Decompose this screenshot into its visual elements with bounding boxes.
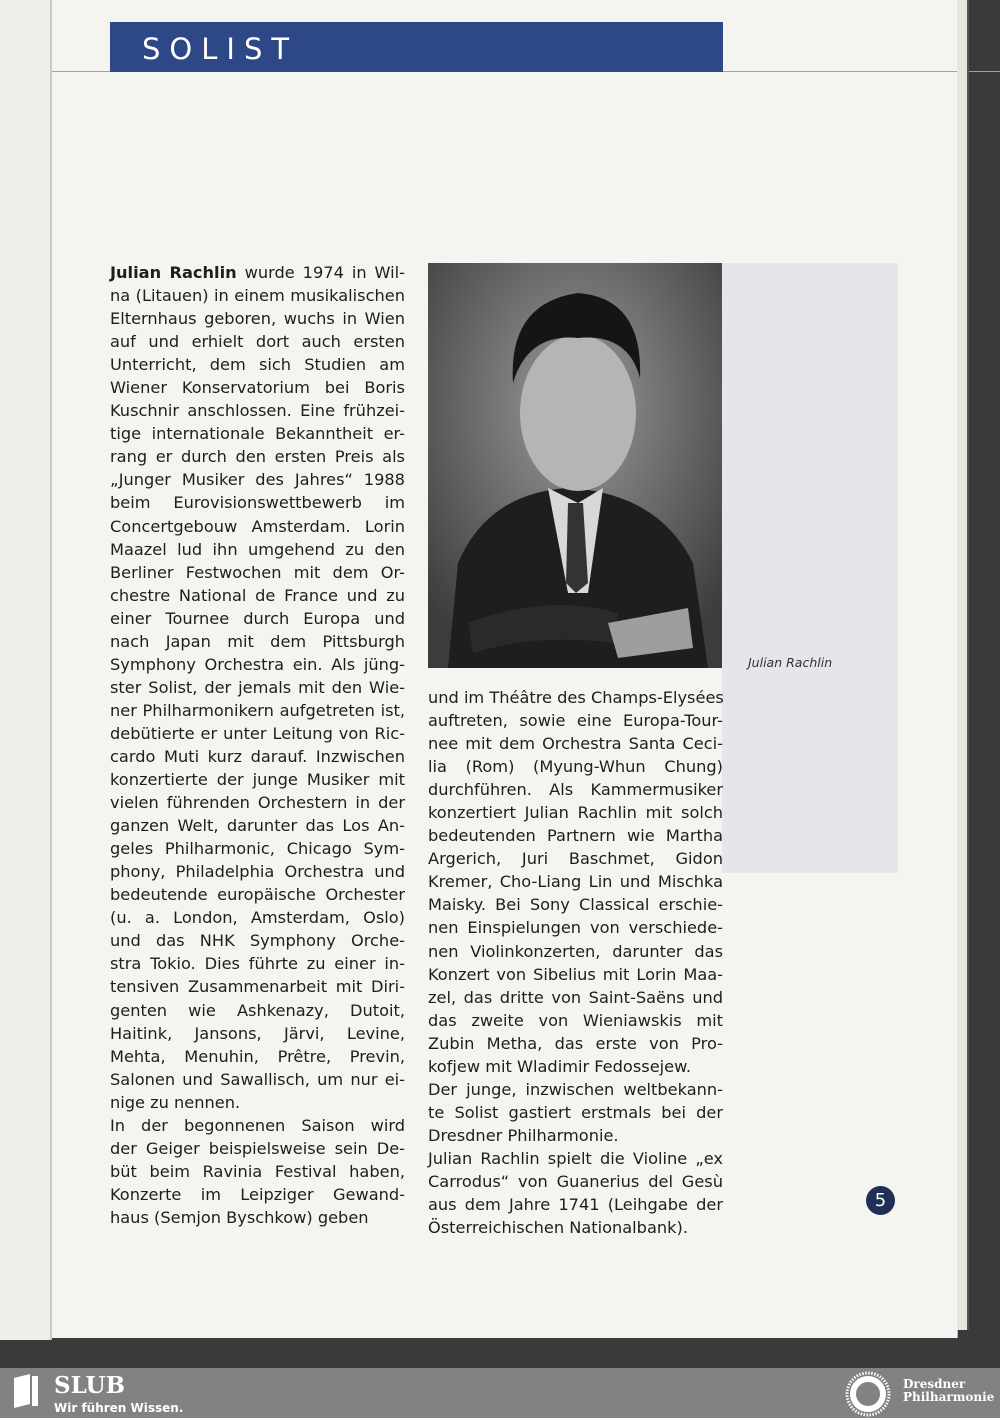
text-line — [110, 952, 405, 975]
right-column-text — [428, 686, 723, 1239]
text-line-content: In der begonnenen Saison wird — [110, 1115, 405, 1135]
portrait-photo — [428, 263, 722, 668]
text-line — [110, 1137, 405, 1160]
left-column-text — [110, 261, 405, 1229]
text-line — [110, 1091, 405, 1114]
text-line — [110, 1045, 405, 1068]
text-line — [110, 975, 405, 998]
text-line — [110, 422, 405, 445]
text-line-content: büt beim Ravinia Festival haben, — [110, 1161, 405, 1181]
text-line — [110, 307, 405, 330]
text-line-content: Wiener Konservatorium bei Boris — [110, 378, 405, 398]
text-line-content: lia (Rom) (Myung-Whun Chung) — [428, 757, 723, 777]
text-line-content: der Geiger beispielsweise sein De- — [110, 1138, 405, 1158]
text-line-content: nee mit dem Orchestra Santa Ceci- — [428, 734, 723, 754]
text-line — [110, 491, 405, 514]
text-line-content: auf und erhielt dort auch ersten — [110, 332, 405, 352]
text-line — [428, 1032, 723, 1055]
text-line — [428, 686, 723, 709]
page-number: 5 — [866, 1186, 895, 1215]
text-line — [110, 999, 405, 1022]
text-line-content: Konzert von Sibelius mit Lorin Maa- — [428, 964, 723, 984]
text-line — [110, 561, 405, 584]
library-logo[interactable]: SLUB — [54, 1372, 126, 1399]
text-line-content: Berliner Festwochen mit dem Or- — [110, 562, 405, 582]
text-line-content: kofjew mit Wladimir Fedossejew. — [428, 1056, 692, 1076]
text-line-content: Elternhaus geboren, wuchs in Wien — [110, 309, 405, 329]
text-line-content: vielen führenden Orchestern in der — [110, 793, 405, 813]
text-line-content: debütierte er unter Leitung von Ric- — [110, 723, 405, 743]
text-line — [428, 778, 723, 801]
text-line-content: chestre National de France und zu — [110, 585, 405, 605]
text-line-content: (u. a. London, Amsterdam, Oslo) — [110, 908, 405, 928]
text-line — [110, 929, 405, 952]
section-header — [110, 22, 723, 72]
text-line — [110, 768, 405, 791]
text-line-content: Unterricht, dem sich Studien am — [110, 355, 405, 375]
text-line — [428, 709, 723, 732]
text-line-content: zel, das dritte von Saint-Saëns und — [428, 987, 723, 1007]
partner-name-line1: Dresdner — [903, 1377, 966, 1391]
text-line — [110, 745, 405, 768]
text-line — [428, 824, 723, 847]
text-line-content: Dresdner Philharmonie. — [428, 1125, 619, 1145]
text-line — [110, 445, 405, 468]
text-line — [110, 515, 405, 538]
text-line-content: na (Litauen) in einem musikalischen — [110, 286, 405, 306]
text-line-content: nach Japan mit dem Pittsburgh — [110, 631, 405, 651]
text-line-content: wurde 1974 in Wil- — [244, 263, 406, 282]
text-line-content: ner Philharmonikern aufgetreten ist, — [110, 700, 405, 720]
text-line-content: Konzerte im Leipziger Gewand- — [110, 1184, 405, 1204]
text-line — [428, 1147, 723, 1170]
lead-name: Julian Rachlin — [110, 263, 237, 282]
text-line — [428, 801, 723, 824]
text-line-content: „Junger Musiker des Jahres“ 1988 — [110, 470, 405, 490]
text-line — [110, 722, 405, 745]
text-line — [110, 791, 405, 814]
text-line-content: Concertgebouw Amsterdam. Lorin — [110, 516, 405, 536]
text-line — [110, 630, 405, 653]
text-line-content: Maazel lud ihn umgehend zu den — [110, 539, 405, 559]
library-tagline: Wir führen Wissen. — [54, 1401, 184, 1415]
text-line — [428, 1101, 723, 1124]
text-line-content: ster Solist, der jemals mit den Wie- — [110, 677, 405, 697]
text-line — [110, 1206, 405, 1229]
text-line-content: cardo Muti kurz darauf. Inzwischen — [110, 746, 405, 766]
section-title: SOLIST — [142, 32, 299, 66]
text-line-content: bedeutenden Partnern wie Martha — [428, 826, 723, 846]
text-line — [428, 870, 723, 893]
text-line — [110, 399, 405, 422]
text-line-content: und im Théâtre des Champs-Elysées — [428, 688, 724, 707]
text-line-content: tige internationale Bekanntheit er- — [110, 424, 405, 444]
text-line — [428, 940, 723, 963]
text-line — [428, 847, 723, 870]
text-line — [110, 353, 405, 376]
text-line-content: haus (Semjon Byschkow) geben — [110, 1207, 369, 1227]
text-line-content: Kuschnir anschlossen. Eine frühzei- — [110, 401, 405, 421]
text-line-content: stra Tokio. Dies führte zu einer in- — [110, 954, 405, 974]
text-line-content: Haitink, Jansons, Järvi, Levine, — [110, 1023, 405, 1043]
text-line-content: nen Einspielungen von verschiede- — [428, 918, 723, 938]
text-line-content: te Solist gastiert erstmals bei der — [428, 1102, 723, 1122]
text-line — [428, 1009, 723, 1032]
text-line-content: einer Tournee durch Europa und — [110, 608, 405, 628]
text-line — [110, 330, 405, 353]
text-line — [110, 860, 405, 883]
text-line-content: ganzen Welt, darunter das Los An- — [110, 816, 405, 836]
text-line — [110, 1022, 405, 1045]
text-line-content: Maisky. Bei Sony Classical erschie- — [428, 895, 723, 915]
text-line-content: nige zu nennen. — [110, 1092, 241, 1112]
text-line — [428, 755, 723, 778]
footer-bar — [0, 1368, 1000, 1418]
partner-name-line2: Philharmonie — [903, 1390, 995, 1404]
philharmonie-logo-icon — [842, 1371, 894, 1417]
text-line-content: Julian Rachlin spielt die Violine „ex — [428, 1148, 723, 1168]
text-line — [428, 963, 723, 986]
text-line — [428, 916, 723, 939]
text-line — [110, 1183, 405, 1206]
text-line — [110, 1114, 405, 1137]
facing-page-edge — [0, 0, 52, 1340]
text-line-content: phony, Philadelphia Orchestra und — [110, 862, 405, 882]
text-line — [110, 906, 405, 929]
text-line-content: Kremer, Cho-Liang Lin und Mischka — [428, 872, 723, 892]
text-line-content: genten wie Ashkenazy, Dutoit, — [110, 1000, 405, 1020]
text-line-content: tensiven Zusammenarbeit mit Diri- — [110, 977, 405, 997]
text-line-content: aus dem Jahre 1741 (Leihgabe der — [428, 1195, 723, 1215]
text-line — [428, 1124, 723, 1147]
text-line-content: beim Eurovisionswettbewerb im — [110, 493, 405, 513]
text-line — [428, 1170, 723, 1193]
text-line — [110, 1160, 405, 1183]
page-edge — [957, 0, 969, 1330]
text-line — [110, 653, 405, 676]
text-line-content: konzertierte der junge Musiker mit — [110, 770, 405, 790]
text-line — [110, 607, 405, 630]
partner-logo-text[interactable] — [903, 1378, 994, 1404]
text-line — [110, 284, 405, 307]
text-line — [110, 883, 405, 906]
text-line — [110, 468, 405, 491]
text-line — [110, 676, 405, 699]
text-line-content: rang er durch den ersten Preis als — [110, 447, 405, 467]
text-line-content: und das NHK Symphony Orche- — [110, 931, 405, 951]
text-line — [110, 261, 405, 284]
text-line — [110, 376, 405, 399]
text-line-content: Mehta, Menuhin, Prêtre, Previn, — [110, 1046, 405, 1066]
text-line-content: Österreichischen Nationalbank). — [428, 1218, 688, 1238]
text-line-content: Carrodus“ von Guanerius del Gesù — [428, 1171, 723, 1191]
text-line-content: Symphony Orchestra ein. Als jüng- — [110, 654, 405, 674]
photo-caption: Julian Rachlin — [748, 655, 833, 670]
text-line — [428, 1078, 723, 1101]
text-line — [110, 837, 405, 860]
text-line — [428, 893, 723, 916]
text-line-content: durchführen. Als Kammermusiker — [428, 780, 723, 800]
text-line — [428, 1193, 723, 1216]
text-line — [428, 986, 723, 1009]
book-icon — [8, 1374, 42, 1408]
text-line — [428, 732, 723, 755]
text-line — [110, 699, 405, 722]
text-line-content: Zubin Metha, das erste von Pro- — [428, 1033, 723, 1053]
text-line-content: Der junge, inzwischen weltbekann- — [428, 1079, 723, 1099]
text-line — [110, 1068, 405, 1091]
text-line-content: auftreten, sowie eine Europa-Tour- — [428, 711, 723, 731]
text-line-content: konzertiert Julian Rachlin mit solch — [428, 803, 723, 823]
text-line — [110, 538, 405, 561]
gray-panel — [722, 263, 898, 873]
text-line-content: das zweite von Wieniawskis mit — [428, 1010, 723, 1030]
text-line-content: Argerich, Juri Baschmet, Gidon — [428, 849, 723, 869]
text-line-content: Salonen und Sawallisch, um nur ei- — [110, 1069, 405, 1089]
text-line-content: nen Violinkonzerten, darunter das — [428, 941, 723, 961]
text-line-content: bedeutende europäische Orchester — [110, 885, 405, 905]
text-line — [428, 1216, 723, 1239]
text-line-content: geles Philharmonic, Chicago Sym- — [110, 839, 405, 859]
text-line — [110, 814, 405, 837]
text-line — [110, 584, 405, 607]
text-line — [428, 1055, 723, 1078]
